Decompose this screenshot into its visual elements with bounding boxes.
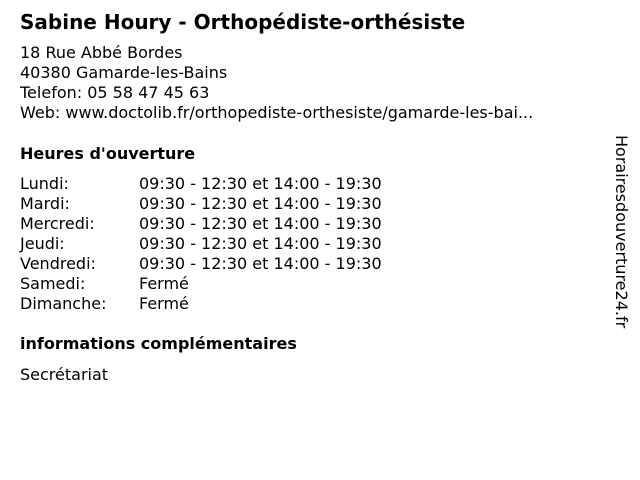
day-hours: 09:30 - 12:30 et 14:00 - 19:30 <box>139 194 382 213</box>
opening-hours-table <box>20 174 382 314</box>
day-label: Mardi: <box>20 194 70 213</box>
business-name: Sabine Houry - Orthopédiste-orthésiste <box>20 10 466 34</box>
opening-hours-heading: Heures d'ouverture <box>20 144 196 163</box>
site-watermark: Horairesdouverture24.fr <box>612 135 631 329</box>
hours-row-monday <box>20 174 382 194</box>
hours-row-friday <box>20 254 382 274</box>
address-block <box>20 43 533 123</box>
day-label: Jeudi: <box>20 234 65 253</box>
additional-info-heading: informations complémentaires <box>20 334 297 353</box>
hours-row-wednesday <box>20 214 382 234</box>
day-label: Lundi: <box>20 174 69 193</box>
hours-row-thursday <box>20 234 382 254</box>
city-postal: 40380 Gamarde-les-Bains <box>20 63 228 82</box>
hours-row-saturday <box>20 274 382 294</box>
website-link[interactable]: Web: www.doctolib.fr/orthopediste-orthesiste/gamarde-les-bai... <box>20 103 534 122</box>
day-hours: Fermé <box>139 294 189 313</box>
additional-info-text: Secrétariat <box>20 365 109 384</box>
phone-number: Telefon: 05 58 47 45 63 <box>20 83 210 102</box>
day-hours: 09:30 - 12:30 et 14:00 - 19:30 <box>139 234 382 253</box>
hours-row-tuesday <box>20 194 382 214</box>
day-label: Mercredi: <box>20 214 95 233</box>
day-label: Dimanche: <box>20 294 107 313</box>
day-hours: 09:30 - 12:30 et 14:00 - 19:30 <box>139 214 382 233</box>
day-hours: 09:30 - 12:30 et 14:00 - 19:30 <box>139 174 382 193</box>
day-label: Vendredi: <box>20 254 96 273</box>
day-hours: 09:30 - 12:30 et 14:00 - 19:30 <box>139 254 382 273</box>
hours-row-sunday <box>20 294 382 314</box>
day-label: Samedi: <box>20 274 86 293</box>
street-address: 18 Rue Abbé Bordes <box>20 43 183 62</box>
day-hours: Fermé <box>139 274 189 293</box>
